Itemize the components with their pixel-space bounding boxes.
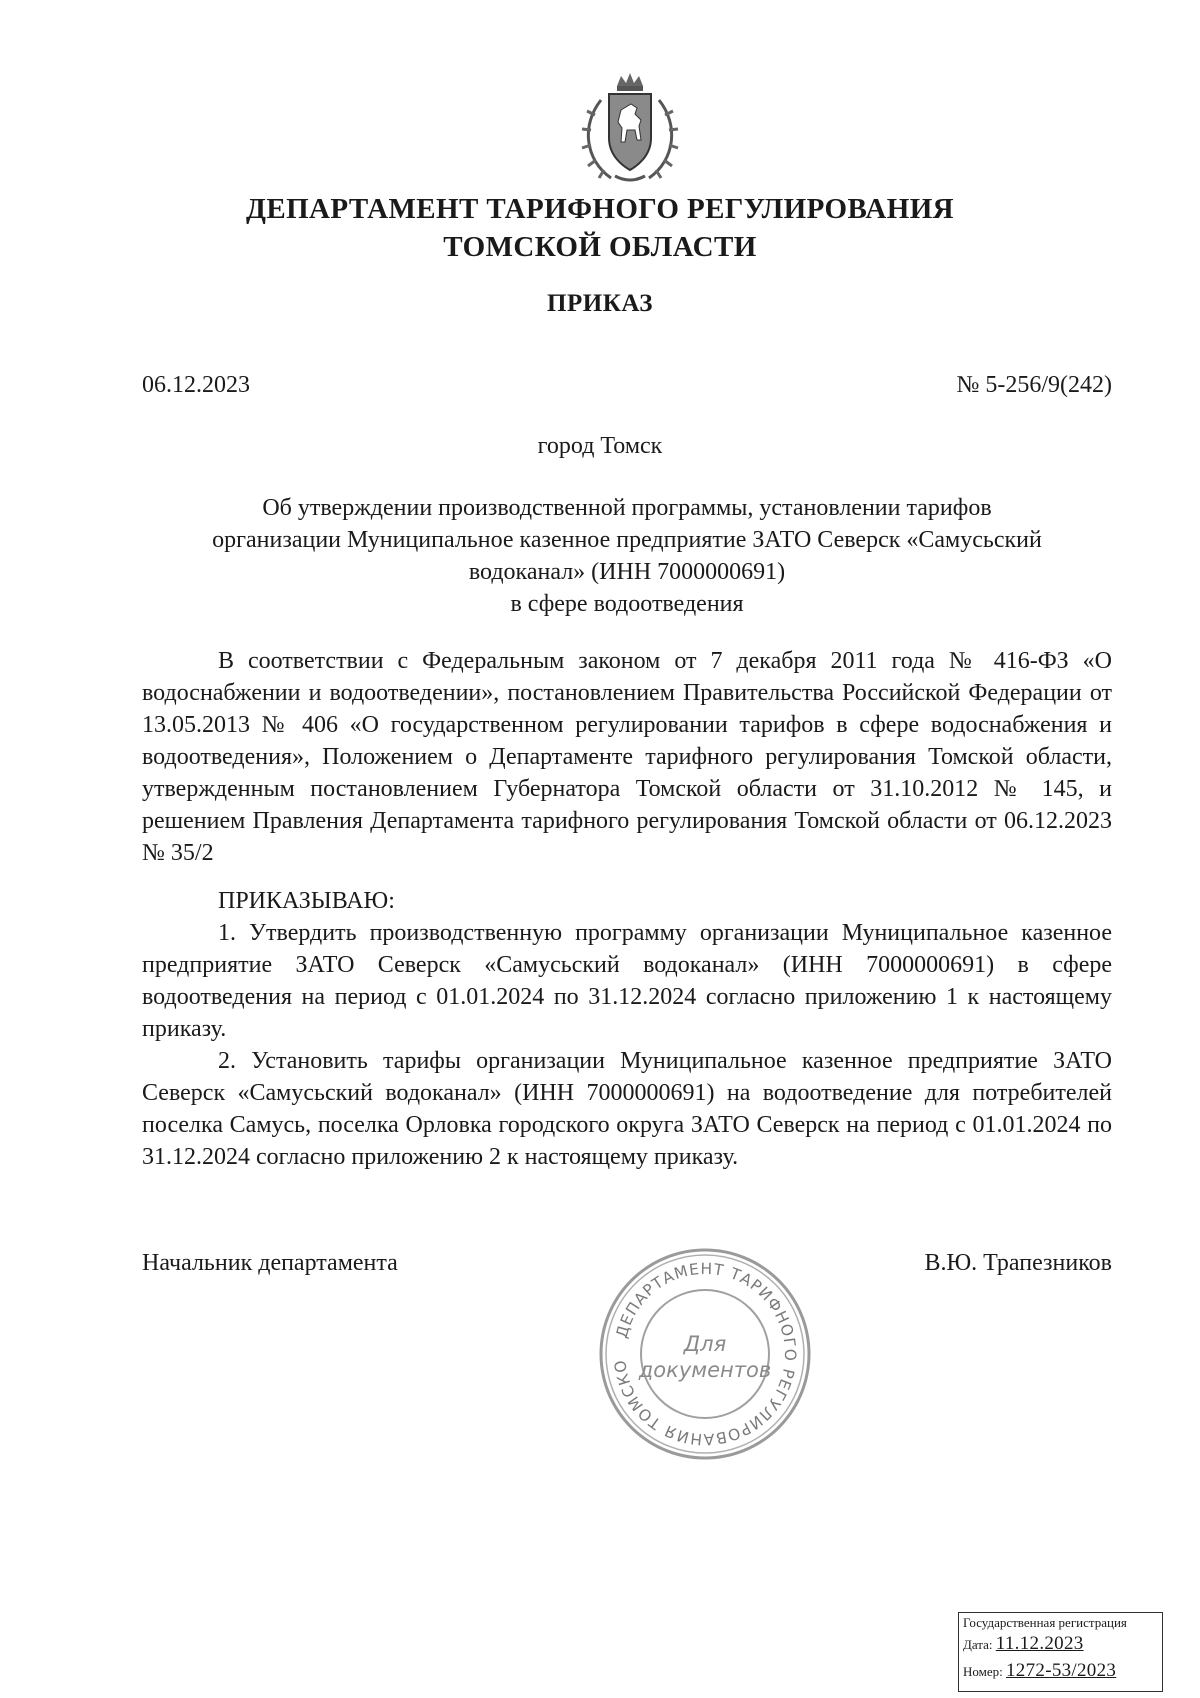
department-title-line2: ТОМСКОЙ ОБЛАСТИ xyxy=(443,231,757,263)
registration-number-row xyxy=(963,1658,1158,1685)
department-title-line1: ДЕПАРТАМЕНТ ТАРИФНОГО РЕГУЛИРОВАНИЯ xyxy=(246,193,954,225)
subject-line-3: водоканал» (ИНН 7000000691) xyxy=(468,559,786,585)
subject-line-4: в сфере водоотведения xyxy=(510,591,744,617)
order-item-1: 1. Утвердить производственную программу организации Муниципальное казенное предприятие ЗАТО Северск «Самусьский водоканал» (ИНН 7000000691) в сфере водоотведения на период с 01.01.2024 по 31.12.2024 согласно приложению 1 к настоящему приказу. xyxy=(142,920,1112,1042)
stamp-ring-text: ДЕПАРТАМЕНТ ТАРИФНОГО РЕГУЛИРОВАНИЯ ТОМСКО xyxy=(611,1259,800,1449)
stamp-center-line2: документов xyxy=(638,1358,772,1382)
order-city: город Томск xyxy=(537,433,663,459)
official-stamp xyxy=(596,1245,814,1463)
order-item-2: 2. Установить тарифы организации Муниципальное казенное предприятие ЗАТО Северск «Самусьский водоканал» (ИНН 7000000691) на водоотведение для потребителей поселка Самусь, поселка Орловка городского округа ЗАТО Северск на период с 01.01.2024 по 31.12.2024 согласно приложению 2 к настоящему приказу. xyxy=(142,1048,1112,1170)
document-type: ПРИКАЗ xyxy=(547,290,653,317)
stamp-center-line1: Для xyxy=(683,1332,727,1356)
registration-date-value: 11.12.2023 xyxy=(995,1633,1084,1654)
order-subject xyxy=(142,492,1112,620)
subject-line-2: организации Муниципальное казенное предприятие ЗАТО Северск «Самусьский xyxy=(212,527,1042,553)
registration-date-row xyxy=(963,1631,1158,1658)
registration-number-label: Номер: xyxy=(963,1664,1003,1679)
signatory-name: В.Ю. Трапезников xyxy=(924,1250,1112,1276)
signatory-position: Начальник департамента xyxy=(142,1250,398,1276)
order-date: 06.12.2023 xyxy=(142,372,250,398)
registration-date-label: Дата: xyxy=(963,1637,993,1652)
registration-number-value: 1272-53/2023 xyxy=(1006,1660,1117,1681)
tomsk-coat-of-arms-icon xyxy=(571,70,689,188)
preamble-paragraph: В соответствии с Федеральным законом от 7 декабря 2011 года № 416-ФЗ «О водоснабжении и водоотведении», постановлением Правительства Российской Федерации от 13.05.2013 № 406 «О государственном регулировании тарифов в сфере водоснабжения и водоотведения», Положением о Департаменте тарифного регулирования Томской области, утвержденным постановлением Губернатора Томской области от 31.10.2012 № 145, и решением Правления Департамента тарифного регулирования Томской области от 06.12.2023 № 35/2 xyxy=(142,648,1112,866)
subject-line-1: Об утверждении производственной программы, установлении тарифов xyxy=(262,495,992,521)
registration-box xyxy=(958,1612,1163,1692)
order-number: № 5-256/9(242) xyxy=(956,372,1112,398)
registration-title: Государственная регистрация xyxy=(963,1615,1127,1630)
decree-word: ПРИКАЗЫВАЮ: xyxy=(218,888,395,914)
